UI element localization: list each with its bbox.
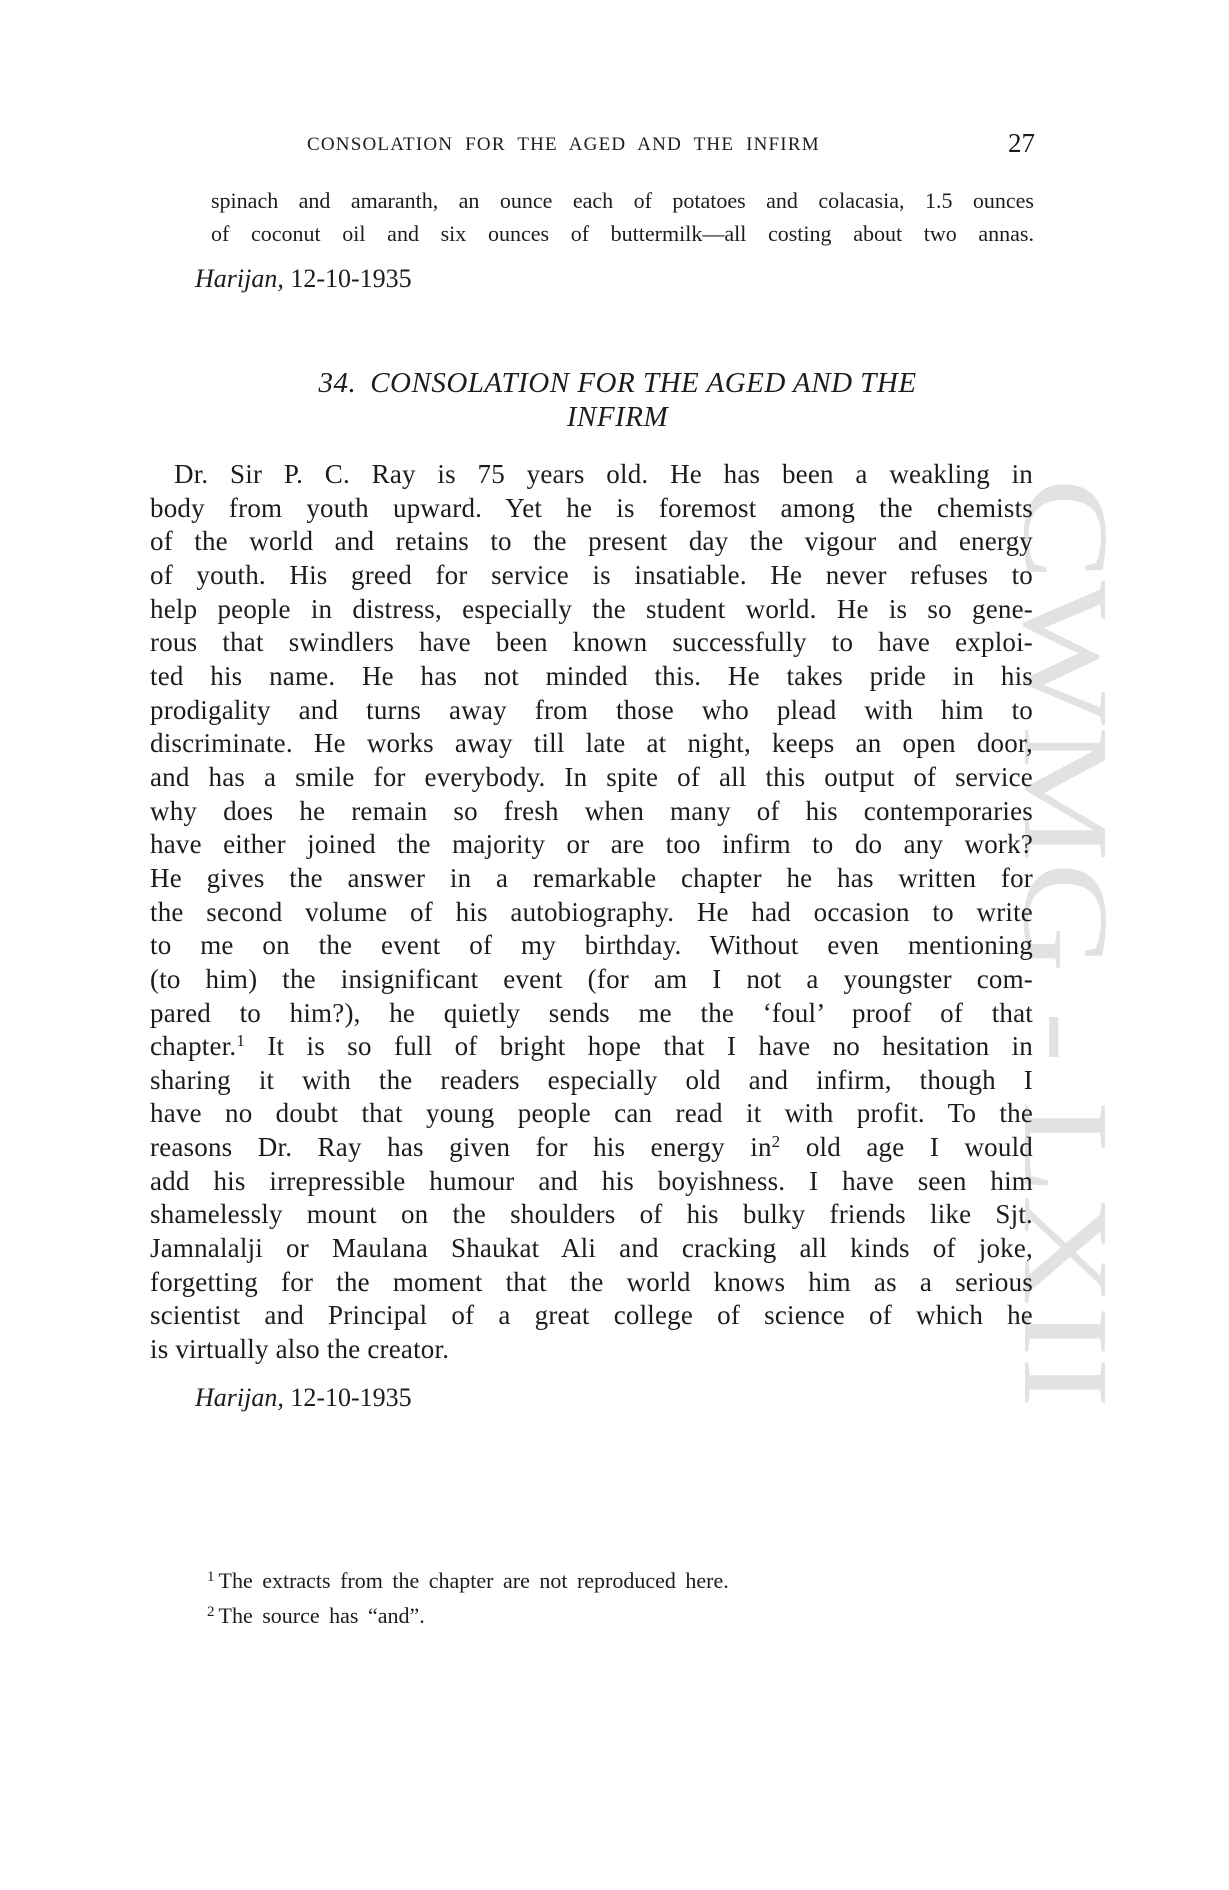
intro-line: spinach and amaranth, an ounce each of potatoes and colacasia, 1.5 ounces: [211, 188, 1034, 213]
footnote-ref-2: 2: [771, 1132, 781, 1152]
title-line-2: INFIRM: [566, 401, 669, 433]
footnote-marker: 1: [207, 1569, 215, 1585]
citation-source: Harijan,: [195, 1383, 284, 1412]
body-line: have no doubt that young people can read it with profit. To the: [150, 1098, 1033, 1129]
footnotes: [207, 1563, 729, 1633]
body-line: discriminate. He works away till late at night, keeps an open door,: [150, 728, 1033, 759]
citation-source: Harijan,: [195, 264, 284, 293]
intro-line: of coconut oil and six ounces of buttermilk—all costing about two annas.: [211, 221, 1034, 246]
body-line: of the world and retains to the present day the vigour and energy: [150, 526, 1033, 557]
body-line: Dr. Sir P. C. Ray is 75 years old. He has been a weakling in: [174, 459, 1033, 489]
body-line-segment: reasons Dr. Ray has given for his energy in: [150, 1132, 772, 1163]
body-line: body from youth upward. Yet he is foremost among the chemists: [150, 492, 1033, 523]
body-line: of youth. His greed for service is insatiable. He never refuses to: [150, 559, 1033, 590]
body-line: He gives the answer in a remarkable chapter he has written for: [150, 862, 1033, 893]
body-line: have either joined the majority or are too infirm to do any work?: [150, 829, 1033, 860]
body-line: is virtually also the creator.: [150, 1334, 450, 1365]
body-line-segment: old age I would: [780, 1132, 1033, 1163]
body-line: scientist and Principal of a great college of science of which he: [150, 1300, 1033, 1331]
body-line: ted his name. He has not minded this. He takes pride in his: [150, 660, 1033, 691]
footnote-text: The extracts from the chapter are not reproduced here.: [218, 1568, 729, 1593]
body-line: add his irrepressible humour and his boyishness. I have seen him: [150, 1165, 1033, 1196]
footnote-2: [207, 1598, 729, 1633]
body-line: the second volume of his autobiography. He had occasion to write: [150, 896, 1033, 927]
body-line: rous that swindlers have been known successfully to have exploi-: [150, 627, 1033, 658]
article-citation: [195, 1383, 412, 1413]
body-line-with-footnote-2: [150, 1131, 1033, 1165]
intro-citation: [195, 264, 412, 294]
title-text-1: CONSOLATION FOR THE AGED AND THE: [370, 367, 917, 399]
body-line: why does he remain so fresh when many of his contemporaries: [150, 795, 1033, 826]
citation-date: 12-10-1935: [290, 1383, 412, 1412]
page-number: 27: [1008, 128, 1035, 158]
body-line: (to him) the insignificant event (for am I not a youngster com-: [150, 963, 1033, 994]
body-line-segment: chapter.: [150, 1031, 237, 1062]
footnote-marker: 2: [207, 1604, 215, 1620]
footnote-text: The source has “and”.: [218, 1603, 425, 1628]
body-line: help people in distress, especially the student world. He is so gene-: [150, 593, 1033, 624]
footnote-1: [207, 1563, 729, 1598]
body-line: forgetting for the moment that the world knows him as a serious: [150, 1266, 1033, 1297]
running-head: CONSOLATION FOR THE AGED AND THE INFIRM: [307, 134, 820, 155]
body-line: pared to him?), he quietly sends me the ‘foul’ proof of that: [150, 997, 1033, 1028]
footnote-ref-1: 1: [236, 1031, 246, 1051]
body-line-with-footnote-1: [150, 1030, 1033, 1064]
citation-date: 12-10-1935: [290, 264, 412, 293]
watermark-text: CWMG - LXII: [998, 478, 1133, 1217]
body-line: and has a smile for everybody. In spite of all this output of service: [150, 761, 1033, 792]
intro-paragraph: [211, 184, 1034, 250]
article-body: [150, 458, 1033, 1367]
body-line: to me on the event of my birthday. Without even mentioning: [150, 930, 1033, 961]
body-line-segment: It is so full of bright hope that I have no hesitation in: [245, 1031, 1033, 1062]
body-line: prodigality and turns away from those who plead with him to: [150, 694, 1033, 725]
body-line: sharing it with the readers especially old and infirm, though I: [150, 1064, 1033, 1095]
body-line: shamelessly mount on the shoulders of his bulky friends like Sjt.: [150, 1199, 1033, 1230]
article-title: [150, 366, 1085, 434]
article-number: 34.: [318, 367, 357, 399]
body-line: Jamnalalji or Maulana Shaukat Ali and cracking all kinds of joke,: [150, 1233, 1033, 1264]
title-line-1: [150, 366, 1085, 400]
